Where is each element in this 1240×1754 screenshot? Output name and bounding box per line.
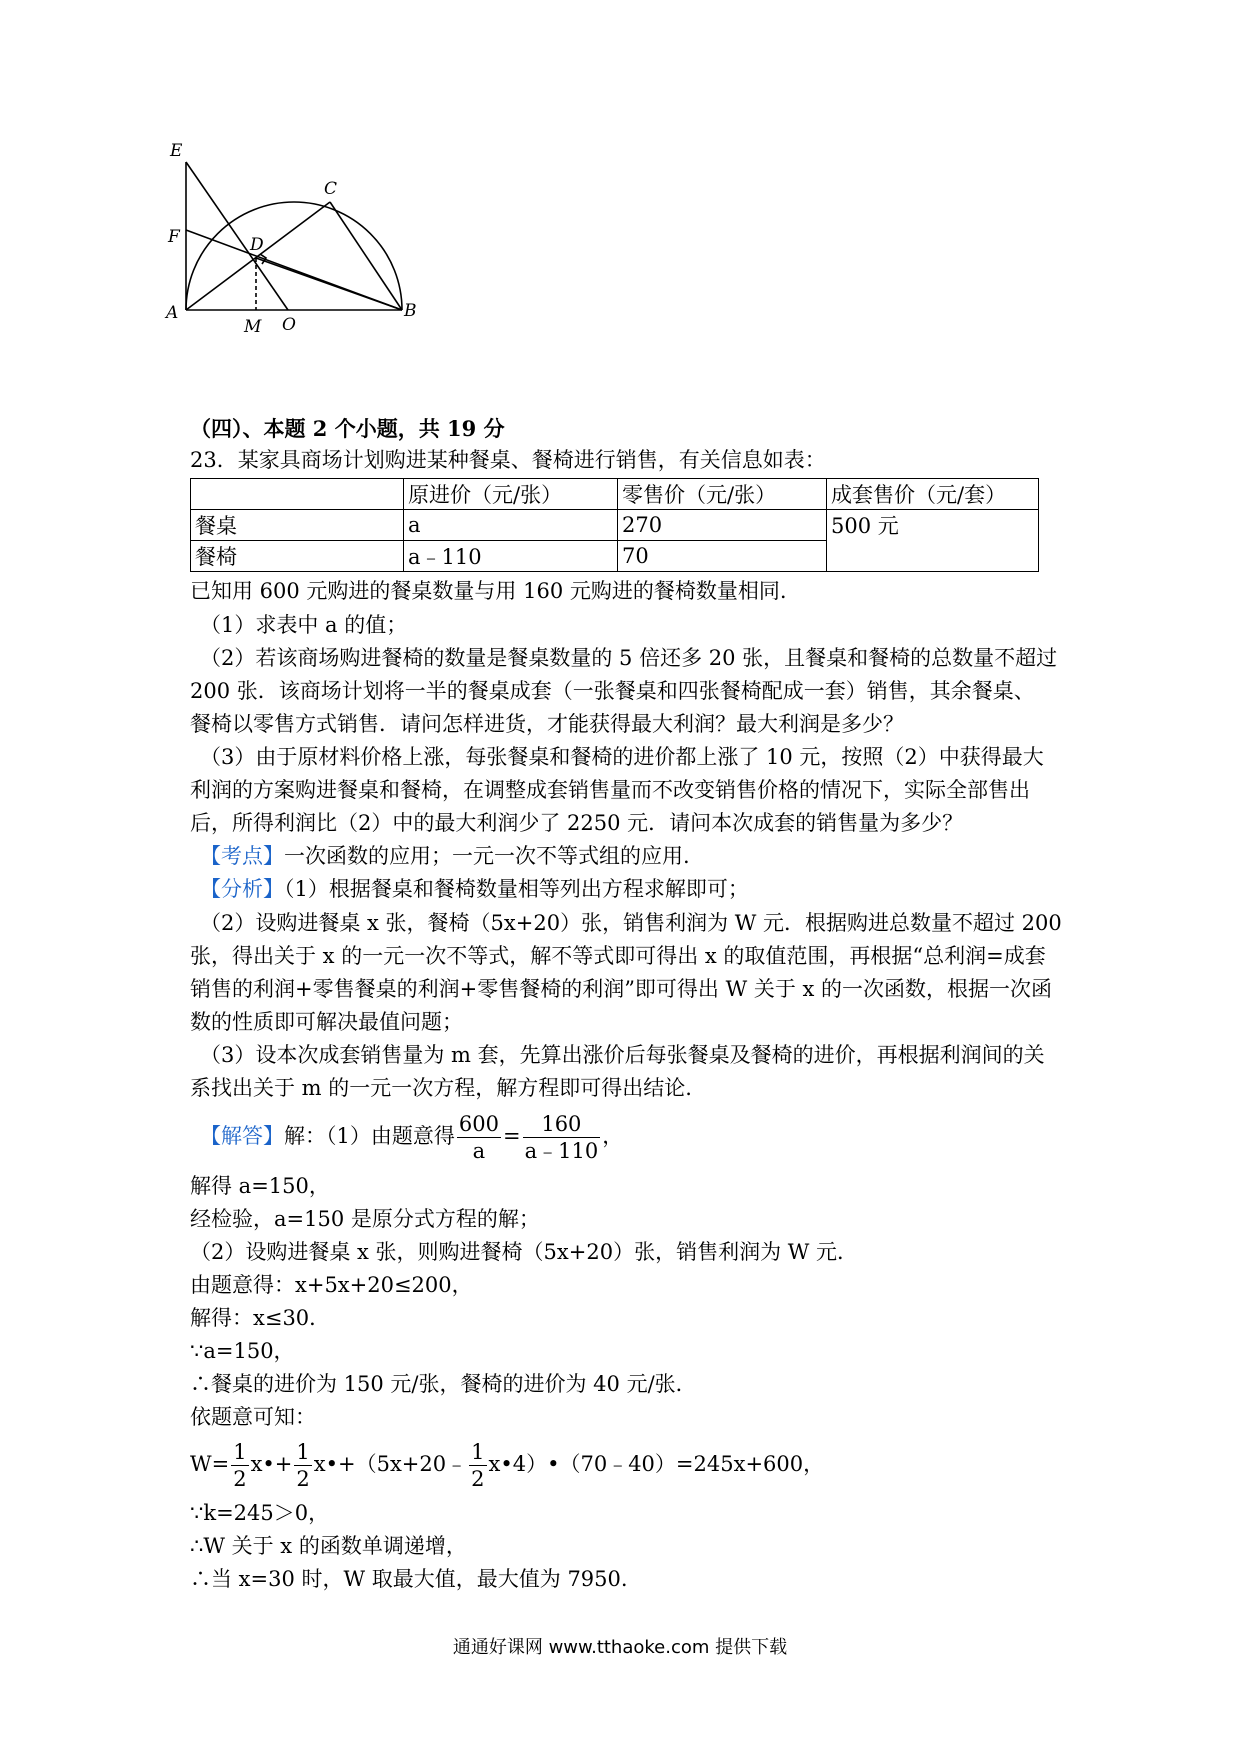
fraction-half — [469, 1439, 486, 1492]
fraction-numerator: 600 — [458, 1112, 499, 1136]
table-header-cell — [191, 479, 404, 510]
fraction-numerator: 160 — [523, 1111, 601, 1138]
jieda-tail: ， — [602, 1124, 624, 1148]
label-e: E — [170, 141, 183, 161]
table-cell: a﹣110 — [404, 541, 618, 572]
fenxi-tag: 【分析】 — [200, 877, 284, 901]
fraction-numerator: 1 — [296, 1440, 310, 1464]
question-part-3-line: （3）由于原材料价格上涨，每张餐桌和餐椅的进价都上涨了 10 元，按照（2）中获得最大 — [200, 745, 1044, 769]
segment-ac — [186, 202, 330, 310]
fenxi-text: （1）根据餐桌和餐椅数量相等列出方程求解即可； — [284, 877, 749, 901]
fraction-denominator: a — [472, 1139, 486, 1163]
jieda-line — [200, 1108, 623, 1164]
solution-line: ∴W 关于 x 的函数单调递增， — [190, 1534, 467, 1558]
solution-line: 由题意得：x+5x+20≤200， — [190, 1273, 473, 1297]
fenxi-line: 张，得出关于 x 的一元一次不等式，解不等式即可得出 x 的取值范围，再根据“总利润=成套 — [190, 944, 1046, 968]
kaodian-text: 一次函数的应用；一元一次不等式组的应用. — [284, 844, 690, 868]
question-known: 已知用 600 元购进的餐桌数量与用 160 元购进的餐椅数量相同. — [190, 579, 787, 603]
question-part-3-line: 利润的方案购进餐桌和餐椅，在调整成套销售量而不改变销售价格的情况下，实际全部售出 — [190, 778, 1030, 802]
fenxi-line — [200, 874, 749, 904]
solution-line: 解得 a=150， — [190, 1174, 330, 1198]
table-cell-set-price: 500 元 — [827, 510, 1039, 572]
solution-line: ∴餐桌的进价为 150 元/张，餐椅的进价为 40 元/张． — [190, 1372, 697, 1396]
label-b: B — [404, 301, 417, 321]
page-footer: 通通好课网 www.tthaoke.com 提供下载 — [452, 1637, 788, 1658]
solution-line: （2）设购进餐桌 x 张，则购进餐椅（5x+20）张，销售利润为 W 元． — [190, 1240, 859, 1264]
question-part-2-line: （2）若该商场购进餐椅的数量是餐桌数量的 5 倍还多 20 张，且餐桌和餐椅的总数量不超过 — [200, 646, 1058, 670]
solution-line: 解得：x≤30． — [190, 1306, 331, 1330]
table-header-cell: 成套售价（元/套） — [827, 479, 1039, 510]
fenxi-line: （3）设本次成套销售量为 m 套，先算出涨价后每张餐桌及餐椅的进价，再根据利润间的关 — [200, 1043, 1045, 1067]
section-title: （四）、本题 2 个小题，共 19 分 — [190, 416, 505, 441]
table-header-row — [191, 479, 1039, 510]
segment-cb — [330, 202, 402, 310]
kaodian-line — [200, 841, 690, 871]
question-part-3-line: 后，所得利润比（2）中的最大利润少了 2250 元．请问本次成套的销售量为多少？ — [190, 811, 964, 835]
fraction — [523, 1111, 601, 1164]
fraction-half — [231, 1439, 248, 1492]
w-formula-part: W= — [190, 1452, 230, 1476]
table-cell: a — [404, 510, 618, 541]
segment-db — [256, 258, 402, 310]
solution-line: ∵a=150， — [190, 1339, 295, 1363]
label-f: F — [168, 227, 180, 247]
question-part-2-line: 200 张．该商场计划将一半的餐桌成套（一张餐桌和四张餐椅配成一套）销售，其余餐桌、 — [190, 679, 1035, 703]
solution-line: ∵k=245＞0， — [190, 1501, 330, 1525]
fraction-numerator: 1 — [471, 1440, 485, 1464]
question-intro: 23．某家具商场计划购进某种餐桌、餐椅进行销售，有关信息如表： — [190, 448, 826, 472]
table-cell: 70 — [618, 541, 827, 572]
w-formula-part: x•+（5x+20﹣ — [313, 1452, 468, 1476]
geometry-figure — [166, 141, 480, 380]
label-c: C — [324, 179, 338, 199]
table-cell: 270 — [618, 510, 827, 541]
semicircle-arc — [186, 202, 402, 310]
table-row — [191, 510, 1039, 541]
equals-sign: = — [502, 1124, 521, 1148]
label-m: M — [244, 317, 262, 337]
w-formula-part: x•+ — [250, 1452, 293, 1476]
w-formula-line — [190, 1436, 824, 1492]
info-table — [190, 478, 1039, 572]
table-cell: 餐桌 — [191, 510, 404, 541]
jieda-tag: 【解答】 — [200, 1124, 284, 1148]
table-header-cell: 原进价（元/张） — [404, 479, 618, 510]
fraction-half — [294, 1439, 311, 1492]
fenxi-line: （2）设购进餐桌 x 张，餐椅（5x+20）张，销售利润为 W 元．根据购进总数量不超过 200 — [200, 911, 1062, 935]
jieda-lead: 解：（1）由题意得 — [284, 1124, 455, 1148]
fraction-denominator: 2 — [296, 1467, 310, 1491]
kaodian-tag: 【考点】 — [200, 844, 284, 868]
solution-line: 经检验，a=150 是原分式方程的解； — [190, 1207, 540, 1231]
fenxi-line: 系找出关于 m 的一元一次方程，解方程即可得出结论. — [190, 1076, 692, 1100]
fenxi-line: 数的性质即可解决最值问题； — [190, 1010, 463, 1034]
w-formula-part: x•4）•（70﹣40）=245x+600， — [488, 1452, 825, 1476]
question-part-2-line: 餐椅以零售方式销售．请问怎样进货，才能获得最大利润？最大利润是多少？ — [190, 712, 904, 736]
label-d: D — [250, 235, 264, 255]
table-cell: 餐椅 — [191, 541, 404, 572]
label-a: A — [166, 303, 179, 323]
fraction-denominator: a﹣110 — [524, 1139, 599, 1163]
fenxi-line: 销售的利润+零售餐桌的利润+零售餐椅的利润”即可得出 W 关于 x 的一次函数，根据一次函 — [190, 977, 1053, 1001]
table-header-cell: 零售价（元/张） — [618, 479, 827, 510]
question-part-1: （1）求表中 a 的值； — [200, 613, 408, 637]
fraction — [457, 1111, 501, 1164]
label-o: O — [282, 315, 296, 335]
fraction-numerator: 1 — [233, 1440, 247, 1464]
fraction-denominator: 2 — [233, 1467, 247, 1491]
fraction-denominator: 2 — [471, 1467, 485, 1491]
solution-line: ∴当 x=30 时，W 取最大值，最大值为 7950. — [190, 1567, 628, 1591]
solution-line: 依题意可知： — [190, 1405, 316, 1429]
